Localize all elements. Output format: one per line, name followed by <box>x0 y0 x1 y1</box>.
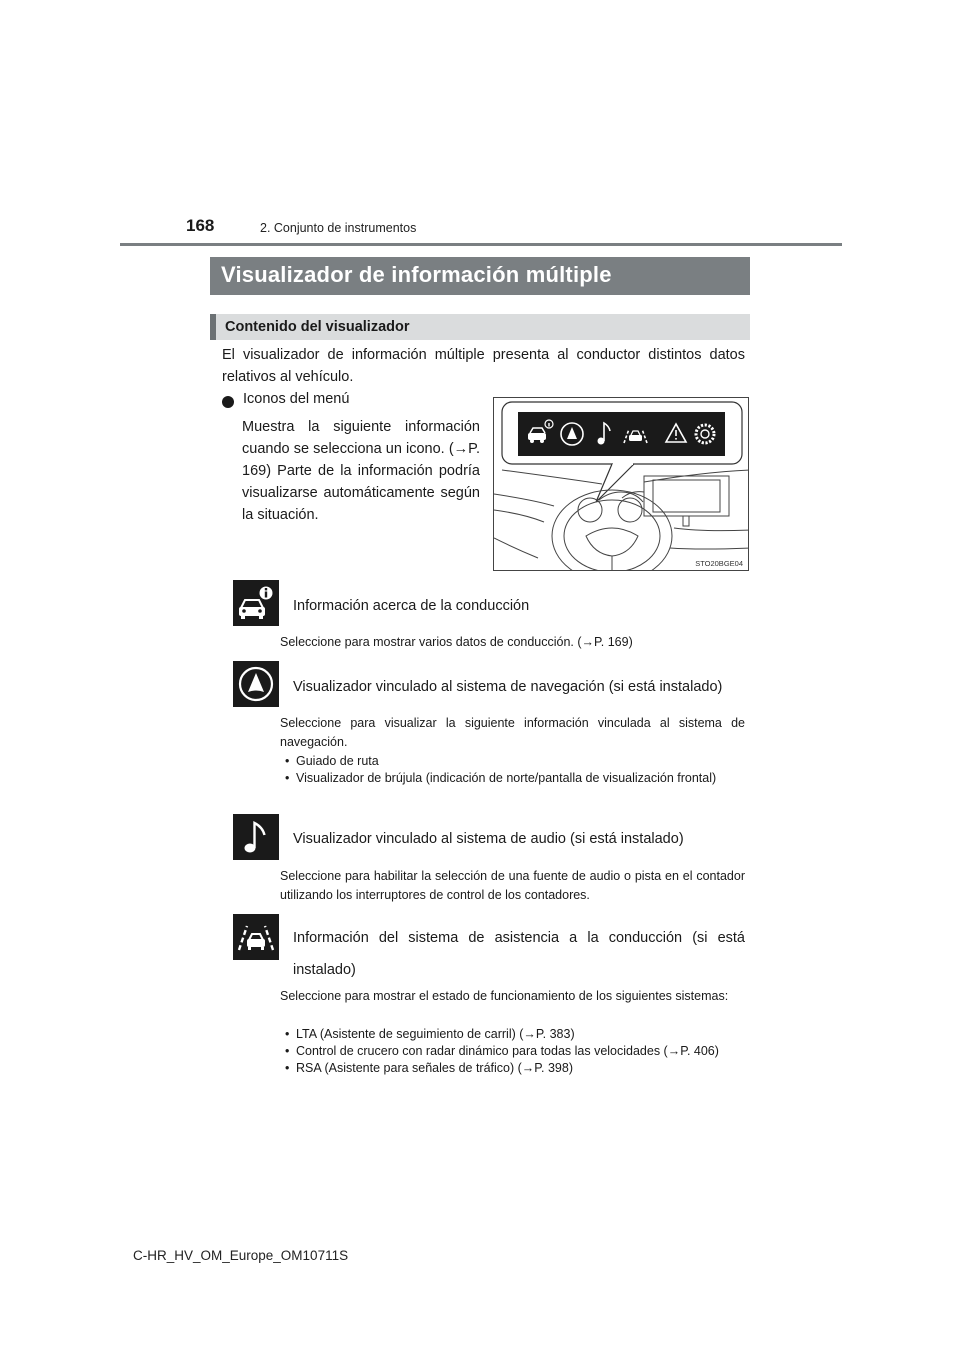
list-item: • LTA (Asistente de seguimiento de carril) (→P. 383) <box>280 1026 745 1043</box>
music-note-icon <box>233 814 279 860</box>
page-title: Visualizador de información múltiple <box>221 262 612 287</box>
page-number: 168 <box>186 216 215 235</box>
intro-paragraph: El visualizador de información múltiple presenta al conductor distintos datos relativos al vehículo. <box>222 347 745 385</box>
item-desc-driving-assist: Seleccione para mostrar el estado de funcionamiento de los siguientes sistemas: <box>280 989 729 1003</box>
item-title-driving-assist-line2: instalado) <box>293 962 356 978</box>
list-item: • RSA (Asistente para señales de tráfico) (→P. 398) <box>280 1060 745 1077</box>
page-title-bar <box>210 257 750 295</box>
item-desc-navigation: Seleccione para visualizar la siguiente información vinculada al sistema de navegación. <box>280 716 745 749</box>
subtitle-accent <box>210 314 216 340</box>
footer-doc-code: C-HR_HV_OM_Europe_OM10711S <box>133 1248 349 1263</box>
item-title-driving-info: Información acerca de la conducción <box>293 598 530 614</box>
item-desc-audio: Seleccione para habilitar la selección de una fuente de audio o pista en el contador utilizando los interruptores de control de los contadores. <box>280 869 745 902</box>
driving-assist-sub-list <box>280 1026 745 1077</box>
list-item: • Control de crucero con radar dinámico para todas las velocidades (→P. 406) <box>280 1043 745 1060</box>
header-divider <box>120 243 842 246</box>
menu-strip <box>518 412 725 456</box>
menu-icons-title: Iconos del menú <box>243 391 350 407</box>
item-desc-driving-info: Seleccione para mostrar varios datos de conducción. (→P. 169) <box>280 635 633 649</box>
callout-pointer <box>596 464 634 502</box>
dashboard-drawing <box>494 398 749 571</box>
item-title-navigation: Visualizador vinculado al sistema de navegación (si está instalado) <box>293 679 723 695</box>
list-item: • Guiado de ruta <box>280 753 745 770</box>
item-title-driving-assist-line1: Información del sistema de asistencia a la conducción (si está <box>293 930 745 946</box>
dashboard-lines <box>494 470 749 571</box>
navigation-icon <box>233 661 279 707</box>
section-label: 2. Conjunto de instrumentos <box>260 221 417 235</box>
dashboard-illustration <box>493 397 749 571</box>
item-title-audio: Visualizador vinculado al sistema de audio (si está instalado) <box>293 831 684 847</box>
lane-assist-icon <box>233 914 279 960</box>
car-info-icon <box>233 580 279 626</box>
bullet-dot <box>222 396 234 408</box>
list-item: • Visualizador de brújula (indicación de norte/pantalla de visualización frontal) <box>280 770 745 787</box>
subtitle: Contenido del visualizador <box>225 319 410 335</box>
illustration-code: STO20BGE04 <box>695 559 743 568</box>
subtitle-bar <box>210 314 750 340</box>
navigation-sub-list <box>280 753 745 787</box>
menu-icons-description: Muestra la siguiente información cuando se selecciona un icono. (→P. 169) Parte de la información podría visualizarse automáticamente según la situación. <box>242 419 480 523</box>
